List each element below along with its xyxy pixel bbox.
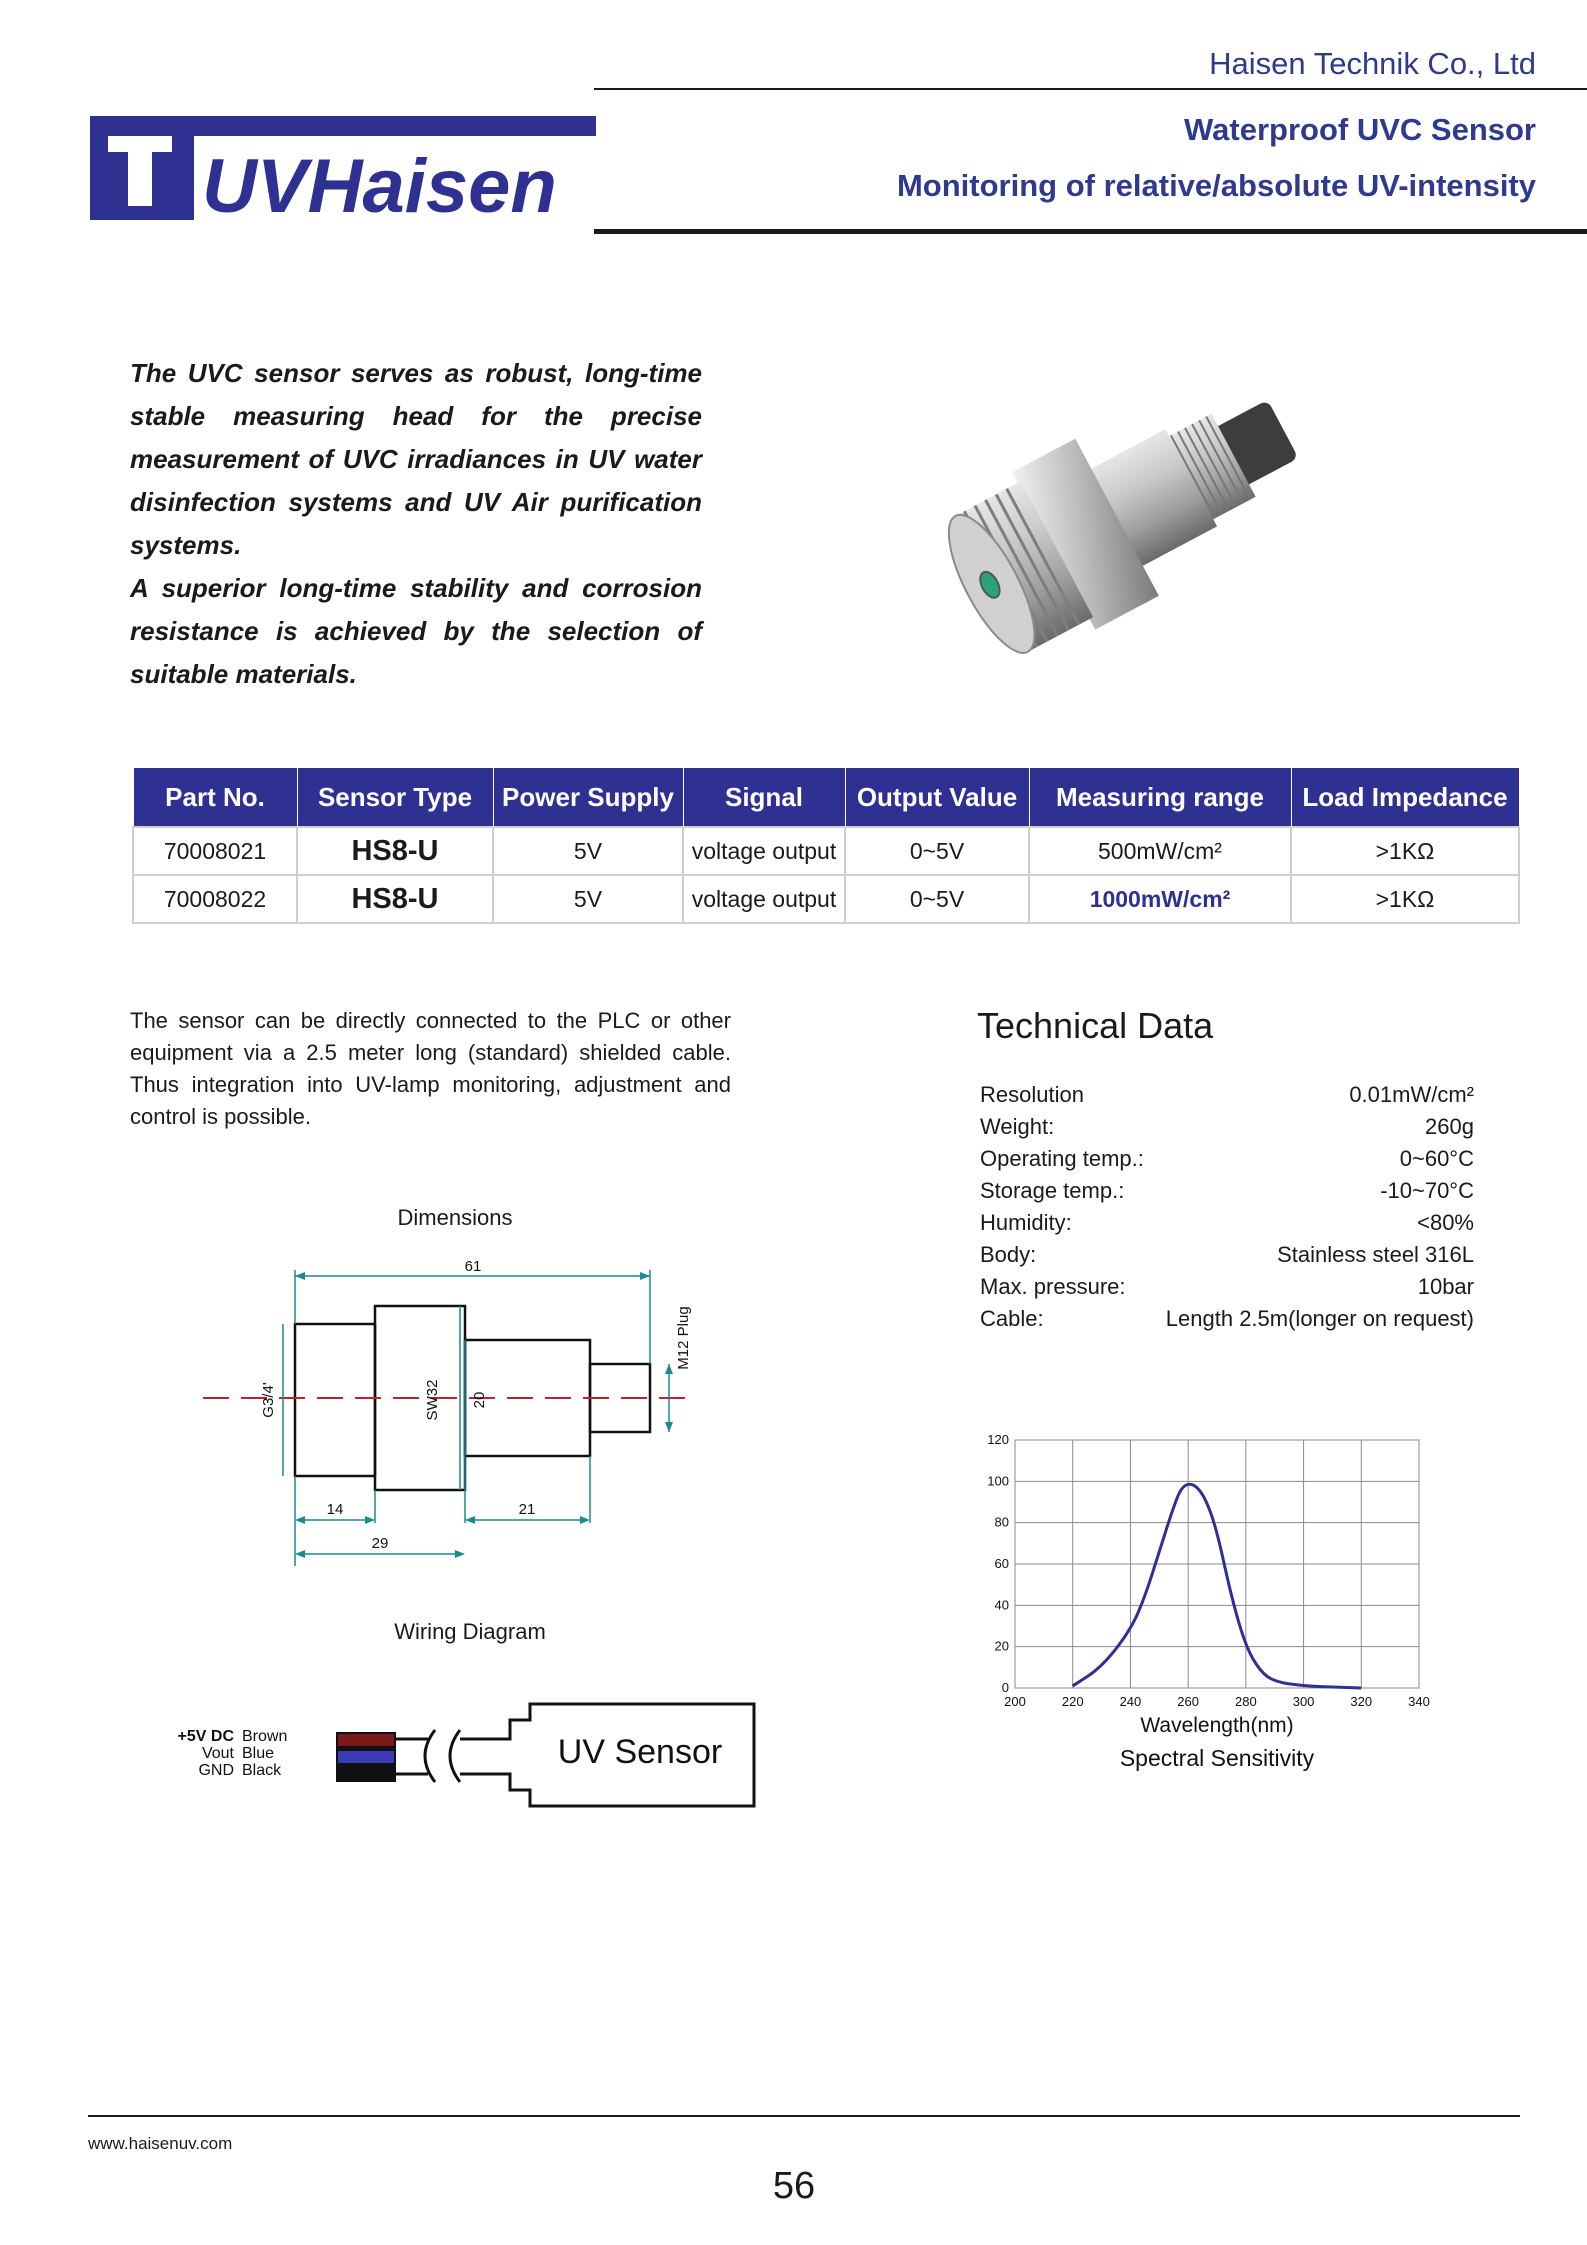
tech-data-value: 0~60°C	[1399, 1146, 1474, 1171]
header-part-no: Part No.	[133, 768, 297, 828]
header-signal: Signal	[683, 768, 845, 828]
dim-14: 14	[326, 1501, 344, 1518]
tech-data-key: Cable:	[980, 1306, 1044, 1331]
y-tick-label: 80	[994, 1514, 1009, 1530]
dim-61: 61	[464, 1258, 482, 1275]
wire-signal-vdc: +5V DC	[177, 1728, 234, 1745]
y-tick-label: 120	[987, 1432, 1009, 1447]
tech-data-row	[980, 1306, 1474, 1338]
tech-data-value: 10bar	[1417, 1274, 1474, 1299]
wire-blue	[338, 1751, 394, 1763]
cell-part-no: 70008022	[133, 875, 297, 923]
x-tick-label: 320	[1350, 1694, 1373, 1709]
dim-sw32: SW32	[424, 1379, 441, 1421]
cell-measuring-range: 1000mW/cm²	[1029, 875, 1291, 923]
spec-table-header-row	[133, 768, 1519, 828]
tech-data-value: -10~70°C	[1380, 1178, 1474, 1203]
website-url: www.haisenuv.com	[88, 2134, 233, 2153]
footer-rule	[88, 2115, 1520, 2117]
wire-signal-gnd: GND	[198, 1762, 234, 1779]
integration-description: The sensor can be directly connected to the PLC or other equipment via a 2.5 meter long (standard) shielded cable. Thus integration into UV-lamp monitoring, adjustment and control is possible.	[130, 1008, 731, 1129]
dim-m12-plug: M12 Plug	[675, 1306, 692, 1370]
x-tick-label: 280	[1235, 1694, 1257, 1709]
tech-data-value: Length 2.5m(longer on request)	[1165, 1306, 1474, 1331]
spectral-sensitivity-chart	[960, 1420, 1480, 1800]
cell-load-impedance: >1KΩ	[1291, 875, 1519, 923]
product-title: Waterproof UVC Sensor	[1184, 112, 1536, 147]
x-tick-label: 300	[1292, 1694, 1315, 1709]
x-tick-label: 340	[1408, 1694, 1430, 1709]
dimensions-title: Dimensions	[397, 1205, 513, 1230]
tech-data-row	[980, 1082, 1474, 1114]
uv-sensor-label: UV Sensor	[557, 1733, 723, 1771]
header-output-value: Output Value	[845, 768, 1029, 828]
wire-signal-vout: Vout	[201, 1745, 234, 1762]
tech-data-key: Body:	[980, 1242, 1037, 1267]
x-tick-label: 240	[1119, 1694, 1142, 1709]
technical-data-title: Technical Data	[977, 1005, 1214, 1046]
dim-20: 20	[471, 1391, 488, 1409]
wire-color-black: Black	[242, 1762, 282, 1779]
tech-data-value: 260g	[1425, 1114, 1474, 1139]
header-rule-top	[594, 88, 1587, 90]
cell-sensor-type: HS8-U	[297, 827, 493, 875]
tech-data-row	[980, 1242, 1474, 1274]
dim-21: 21	[518, 1501, 536, 1518]
cell-measuring-range: 500mW/cm²	[1029, 827, 1291, 875]
x-tick-label: 260	[1177, 1694, 1199, 1709]
y-tick-label: 20	[994, 1638, 1009, 1654]
dim-g34: G3/4'	[260, 1382, 277, 1418]
wire-black	[338, 1768, 394, 1780]
intro-paragraph-1: The UVC sensor serves as robust, long-time stable measuring head for the precise measurement of UVC irradiances in UV water disinfection systems and UV Air purification systems.	[130, 358, 702, 560]
table-row	[133, 875, 1519, 923]
cell-part-no: 70008021	[133, 827, 297, 875]
tech-data-key: Humidity:	[980, 1210, 1072, 1235]
company-logo	[90, 116, 596, 220]
x-tick-label: 220	[1061, 1694, 1084, 1709]
header-sensor-type: Sensor Type	[297, 768, 493, 828]
intro-paragraph-2: A superior long-time stability and corrosion resistance is achieved by the selection of suitable materials.	[130, 573, 702, 689]
page-number: 56	[772, 2165, 816, 2207]
tech-data-row	[980, 1114, 1474, 1146]
tech-data-value: 0.01mW/cm²	[1349, 1082, 1474, 1107]
cell-power-supply: 5V	[493, 875, 683, 923]
cell-power-supply: 5V	[493, 827, 683, 875]
tech-data-key: Max. pressure:	[980, 1274, 1126, 1299]
wire-color-brown: Brown	[242, 1728, 288, 1745]
dim-29: 29	[371, 1535, 389, 1552]
wire-brown	[338, 1734, 394, 1746]
chart-title: Spectral Sensitivity	[1119, 1745, 1315, 1771]
intro-text	[130, 352, 702, 696]
cell-signal: voltage output	[683, 827, 845, 875]
wire-color-blue: Blue	[242, 1745, 275, 1762]
header-rule	[594, 229, 1587, 234]
header-measuring-range: Measuring range	[1029, 768, 1291, 828]
cell-output-value: 0~5V	[845, 875, 1029, 923]
tech-data-key: Storage temp.:	[980, 1178, 1125, 1203]
tech-data-row	[980, 1210, 1474, 1242]
tech-data-value: <80%	[1417, 1210, 1474, 1235]
cell-sensor-type: HS8-U	[297, 875, 493, 923]
tech-data-key: Weight:	[980, 1114, 1055, 1139]
x-tick-label: 200	[1004, 1694, 1026, 1709]
table-row	[133, 827, 1519, 875]
company-name: Haisen Technik Co., Ltd	[1209, 46, 1536, 81]
wiring-diagram	[160, 1690, 760, 1820]
y-tick-label: 100	[987, 1473, 1009, 1489]
dimensions-drawing	[195, 1248, 715, 1578]
cell-signal: voltage output	[683, 875, 845, 923]
product-subtitle: Monitoring of relative/absolute UV-intensity	[896, 168, 1536, 203]
header-load-impedance: Load Impedance	[1291, 768, 1519, 828]
tech-data-value: Stainless steel 316L	[1277, 1242, 1474, 1267]
tech-data-row	[980, 1274, 1474, 1306]
cell-load-impedance: >1KΩ	[1291, 827, 1519, 875]
x-axis-label: Wavelength(nm)	[1140, 1714, 1294, 1737]
y-tick-label: 60	[994, 1556, 1009, 1571]
tech-data-key: Operating temp.:	[980, 1146, 1144, 1171]
tech-data-row	[980, 1178, 1474, 1210]
y-tick-label: 0	[1001, 1680, 1009, 1695]
wiring-title: Wiring Diagram	[394, 1619, 546, 1644]
tech-data-row	[980, 1146, 1474, 1178]
y-tick-label: 40	[994, 1597, 1009, 1613]
logo-text: UVHaisen	[202, 144, 557, 220]
header-power-supply: Power Supply	[493, 768, 683, 828]
tech-data-key: Resolution	[980, 1082, 1084, 1107]
cell-output-value: 0~5V	[845, 827, 1029, 875]
spec-table	[132, 767, 1520, 924]
sensor-photo	[906, 352, 1386, 672]
